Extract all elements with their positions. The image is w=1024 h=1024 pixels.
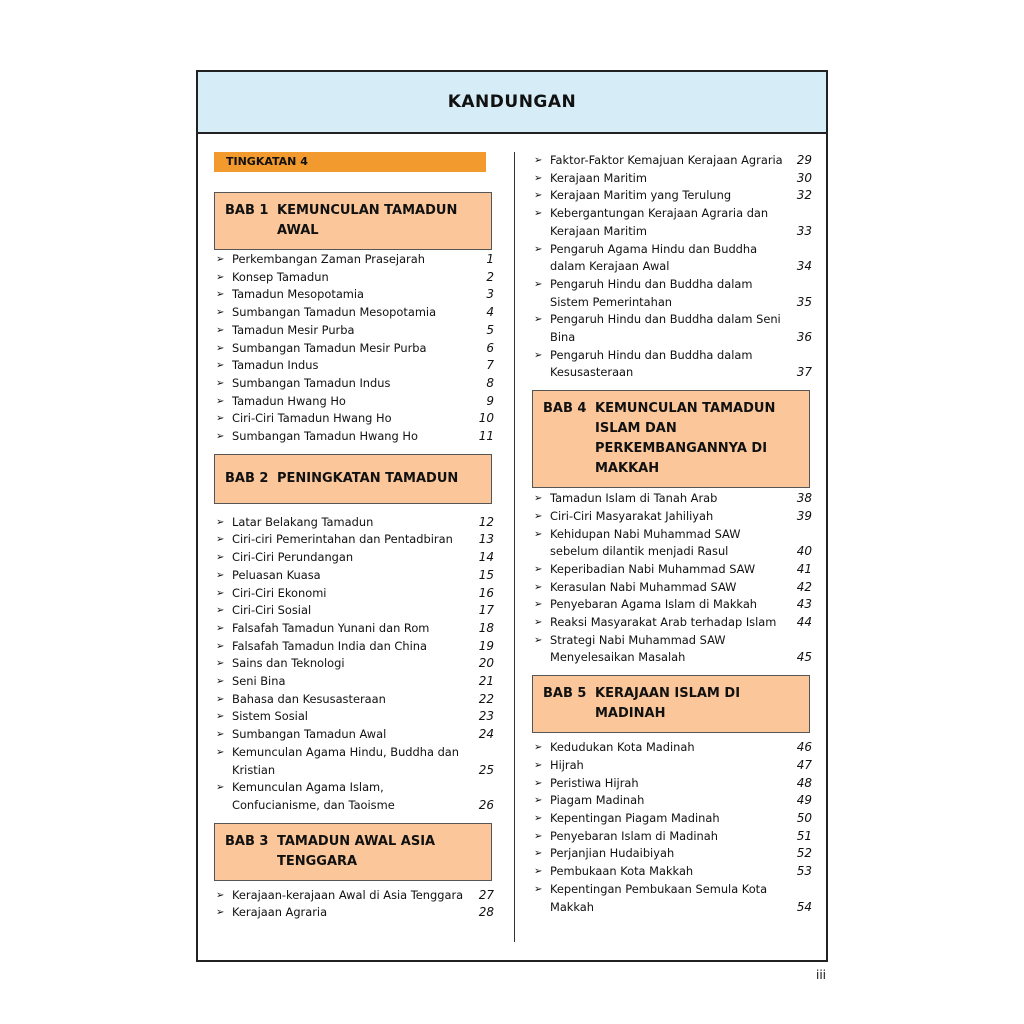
toc-entry-page: 48 [796, 775, 812, 790]
toc-entry-title: Falsafah Tamadun Yunani dan Rom [232, 620, 430, 635]
toc-entry [214, 322, 496, 340]
toc-entry-title: Sumbangan Tamadun Awal [232, 727, 387, 742]
toc-entry [214, 708, 496, 726]
toc-entry-page: 4 [486, 305, 494, 320]
toc-entry-title: Pengaruh Hindu dan Buddha dalam Seni Bina [550, 312, 781, 345]
toc-entry-page: 20 [478, 656, 494, 671]
toc-entry-title: Tamadun Islam di Tanah Arab [550, 491, 718, 506]
toc-entry-title: Pengaruh Hindu dan Buddha dalam Kesusasteraan [550, 347, 753, 380]
toc-entry-title: Sumbangan Tamadun Indus [232, 375, 391, 390]
bab2-heading [214, 454, 492, 504]
toc-entry [532, 596, 814, 614]
toc-entry-title: Strategi Nabi Muhammad SAW Menyelesaikan Masalah [550, 632, 726, 665]
toc-entry-page: 43 [796, 597, 812, 612]
bullet-arrow-icon: ➢ [534, 581, 543, 593]
bab3-title-line1: TAMADUN AWAL ASIA [277, 833, 436, 849]
bullet-arrow-icon: ➢ [534, 243, 543, 255]
toc-entry [214, 393, 496, 411]
bullet-arrow-icon: ➢ [216, 324, 225, 336]
toc-entry [532, 276, 814, 311]
toc-entry-title: Kemunculan Agama Hindu, Buddha dan Kristian [232, 744, 459, 777]
bab1-list [214, 251, 496, 446]
bab3-list-left [214, 887, 496, 922]
toc-entry-title: Ciri-Ciri Ekonomi [232, 585, 327, 600]
toc-entry-title: Bahasa dan Kesusasteraan [232, 691, 386, 706]
toc-entry-page: 40 [796, 544, 812, 559]
toc-entry-title: Sumbangan Tamadun Mesopotamia [232, 305, 437, 320]
toc-entry [532, 810, 814, 828]
toc-entry-page: 27 [478, 887, 494, 902]
toc-entry-title: Tamadun Mesir Purba [232, 322, 355, 337]
toc-entry [214, 585, 496, 603]
bullet-arrow-icon: ➢ [216, 534, 225, 546]
toc-entry [532, 170, 814, 188]
bullet-arrow-icon: ➢ [216, 889, 225, 901]
page-title: KANDUNGAN [447, 92, 577, 112]
toc-entry-page: 49 [796, 793, 812, 808]
toc-entry [214, 286, 496, 304]
tingkatan-label: TINGKATAN 4 [214, 152, 486, 172]
toc-entry-title: Kedudukan Kota Madinah [550, 740, 695, 755]
bullet-arrow-icon: ➢ [216, 271, 225, 283]
toc-entry-title: Falsafah Tamadun India dan China [232, 638, 427, 653]
toc-entry-page: 45 [796, 650, 812, 665]
toc-entry-page: 35 [796, 294, 812, 309]
bullet-arrow-icon: ➢ [534, 883, 543, 895]
toc-entry-title: Latar Belakang Tamadun [232, 514, 374, 529]
bullet-arrow-icon: ➢ [216, 658, 225, 670]
bullet-arrow-icon: ➢ [216, 360, 225, 372]
toc-entry-title: Seni Bina [232, 674, 286, 689]
bullet-arrow-icon: ➢ [216, 640, 225, 652]
bab1-heading [214, 192, 492, 250]
toc-entry [532, 347, 814, 382]
toc-entry-title: Ciri-Ciri Perundangan [232, 550, 354, 565]
toc-entry [214, 779, 496, 814]
toc-entry [214, 602, 496, 620]
toc-entry-page: 52 [796, 846, 812, 861]
toc-entry-title: Ciri-ciri Pemerintahan dan Pentadbiran [232, 532, 453, 547]
toc-entry [214, 428, 496, 446]
toc-entry [532, 561, 814, 579]
toc-entry-page: 53 [796, 864, 812, 879]
toc-entry-page: 37 [796, 365, 812, 380]
toc-entry-page: 34 [796, 259, 812, 274]
toc-entry-page: 13 [478, 532, 494, 547]
toc-entry [532, 311, 814, 346]
toc-entry-page: 28 [478, 905, 494, 920]
bab5-heading [532, 675, 810, 733]
toc-entry-title: Kehidupan Nabi Muhammad SAW sebelum dilantik menjadi Rasul [550, 526, 741, 559]
toc-entry [214, 549, 496, 567]
toc-entry-title: Tamadun Mesopotamia [232, 287, 365, 302]
bab3-title-line2: TENGGARA [277, 853, 358, 869]
toc-entry [214, 375, 496, 393]
toc-entry-title: Peluasan Kuasa [232, 567, 321, 582]
toc-entry-title: Pengaruh Hindu dan Buddha dalam Sistem Pemerintahan [550, 276, 753, 309]
toc-entry-title: Keperibadian Nabi Muhammad SAW [550, 561, 756, 576]
toc-entry-page: 5 [486, 322, 494, 337]
bullet-arrow-icon: ➢ [534, 510, 543, 522]
contents-frame [196, 70, 828, 962]
bullet-arrow-icon: ➢ [534, 172, 543, 184]
toc-entry-page: 24 [478, 727, 494, 742]
bullet-arrow-icon: ➢ [216, 569, 225, 581]
toc-entry-title: Kerajaan Maritim yang Terulung [550, 188, 732, 203]
toc-entry [532, 614, 814, 632]
toc-entry-page: 21 [478, 674, 494, 689]
bullet-arrow-icon: ➢ [534, 759, 543, 771]
toc-entry-page: 17 [478, 603, 494, 618]
bullet-arrow-icon: ➢ [216, 342, 225, 354]
toc-entry-page: 29 [796, 153, 812, 167]
bab4-title-line3: PERKEMBANGANNYA DI [595, 441, 768, 457]
left-column [214, 152, 496, 922]
toc-entry-title: Kerajaan Agraria [232, 905, 328, 920]
toc-entry-title: Kebergantungan Kerajaan Agraria dan Kerajaan Maritim [550, 206, 769, 238]
toc-entry-title: Hijrah [550, 757, 584, 772]
bullet-arrow-icon: ➢ [534, 528, 543, 540]
toc-entry [214, 691, 496, 709]
toc-entry-title: Tamadun Indus [232, 358, 319, 373]
bab3-heading [214, 823, 492, 881]
toc-entry-title: Pengaruh Agama Hindu dan Buddha dalam Kerajaan Awal [550, 241, 758, 274]
toc-entry-title: Sumbangan Tamadun Hwang Ho [232, 429, 418, 444]
toc-entry-title: Konsep Tamadun [232, 269, 329, 284]
toc-entry-title: Kerajaan-kerajaan Awal di Asia Tenggara [232, 887, 464, 902]
bullet-arrow-icon: ➢ [216, 307, 225, 319]
toc-entry [214, 887, 496, 905]
toc-entry-title: Ciri-Ciri Sosial [232, 603, 312, 618]
toc-entry-page: 19 [478, 638, 494, 653]
toc-entry [214, 726, 496, 744]
bullet-arrow-icon: ➢ [216, 729, 225, 741]
bab1-title-line1: KEMUNCULAN TAMADUN [277, 203, 458, 218]
bab2-title-line1: PENINGKATAN TAMADUN [277, 470, 459, 486]
page-number: iii [815, 968, 826, 982]
bullet-arrow-icon: ➢ [216, 782, 225, 794]
bullet-arrow-icon: ➢ [534, 830, 543, 842]
toc-entry-page: 10 [478, 411, 494, 426]
title-bar [198, 72, 826, 134]
toc-entry-title: Sistem Sosial [232, 709, 308, 724]
toc-entry-title: Piagam Madinah [550, 793, 645, 808]
bullet-arrow-icon: ➢ [216, 431, 225, 443]
toc-entry [532, 187, 814, 205]
toc-entry [532, 845, 814, 863]
bab4-heading [532, 390, 810, 488]
toc-entry-page: 18 [478, 620, 494, 635]
bab5-number: BAB 5 [543, 686, 587, 702]
toc-entry-title: Tamadun Hwang Ho [232, 393, 346, 408]
toc-entry-page: 30 [796, 170, 812, 185]
toc-entry [532, 241, 814, 276]
bullet-arrow-icon: ➢ [534, 493, 543, 505]
bab5-title-line2: MADINAH [595, 706, 666, 722]
toc-entry-page: 14 [478, 550, 494, 565]
toc-entry [214, 269, 496, 287]
column-divider [514, 152, 515, 942]
bullet-arrow-icon: ➢ [534, 314, 543, 326]
toc-entry-title: Sumbangan Tamadun Mesir Purba [232, 340, 427, 355]
toc-entry-page: 11 [478, 429, 494, 444]
bab2-list [214, 514, 496, 815]
toc-entry-page: 50 [796, 810, 812, 825]
toc-entry-title: Reaksi Masyarakat Arab terhadap Islam [550, 615, 777, 630]
bullet-arrow-icon: ➢ [216, 289, 225, 301]
bullet-arrow-icon: ➢ [534, 848, 543, 860]
bab4-title-line4: MAKKAH [595, 461, 660, 477]
bullet-arrow-icon: ➢ [534, 812, 543, 824]
toc-entry-title: Perkembangan Zaman Prasejarah [232, 252, 425, 266]
toc-entry-page: 32 [796, 188, 812, 203]
bullet-arrow-icon: ➢ [534, 190, 543, 202]
bullet-arrow-icon: ➢ [534, 742, 543, 754]
toc-entry-page: 8 [486, 375, 494, 390]
bullet-arrow-icon: ➢ [216, 693, 225, 705]
bab1-title-line2: AWAL [277, 223, 319, 238]
toc-entry [532, 526, 814, 561]
bullet-arrow-icon: ➢ [216, 676, 225, 688]
bullet-arrow-icon: ➢ [534, 795, 543, 807]
toc-entry [214, 304, 496, 322]
toc-entry [532, 508, 814, 526]
bullet-arrow-icon: ➢ [216, 552, 225, 564]
bullet-arrow-icon: ➢ [216, 377, 225, 389]
bab4-title-line1: KEMUNCULAN TAMADUN [595, 401, 776, 417]
toc-entry [214, 567, 496, 585]
toc-entry-title: Faktor-Faktor Kemajuan Kerajaan Agraria [550, 153, 783, 167]
right-column [532, 152, 814, 916]
toc-entry [532, 863, 814, 881]
bab3-number: BAB 3 [225, 833, 269, 849]
toc-entry-page: 15 [478, 567, 494, 582]
toc-entry [214, 357, 496, 375]
toc-entry [214, 673, 496, 691]
toc-entry [214, 340, 496, 358]
toc-entry-page: 36 [796, 330, 812, 345]
toc-entry-page: 12 [478, 514, 494, 529]
bullet-arrow-icon: ➢ [534, 155, 543, 166]
toc-entry-page: 23 [478, 709, 494, 724]
toc-entry-title: Ciri-Ciri Tamadun Hwang Ho [232, 411, 392, 426]
bullet-arrow-icon: ➢ [534, 208, 543, 220]
toc-entry-page: 22 [478, 691, 494, 706]
bab5-title-line1: KERAJAAN ISLAM DI [595, 686, 741, 702]
toc-entry-title: Penyebaran Agama Islam di Makkah [550, 597, 758, 612]
bullet-arrow-icon: ➢ [534, 634, 543, 646]
toc-entry [532, 152, 814, 170]
bullet-arrow-icon: ➢ [216, 395, 225, 407]
toc-entry [214, 638, 496, 656]
toc-entry-page: 3 [486, 287, 494, 302]
toc-entry-title: Kerajaan Maritim [550, 170, 647, 185]
toc-entry-page: 26 [478, 797, 494, 812]
toc-entry-page: 41 [796, 561, 812, 576]
toc-entry-page: 44 [796, 615, 812, 630]
toc-entry-page: 54 [796, 899, 812, 914]
toc-entry-page: 38 [796, 491, 812, 506]
toc-entry [532, 792, 814, 810]
bab1-number: BAB 1 [225, 203, 269, 218]
toc-entry-title: Peristiwa Hijrah [550, 775, 639, 790]
toc-entry-page: 7 [486, 358, 494, 373]
toc-entry-page: 33 [796, 223, 812, 238]
toc-entry-page: 47 [796, 757, 812, 772]
toc-entry [214, 744, 496, 779]
bab4-number: BAB 4 [543, 401, 587, 417]
bullet-arrow-icon: ➢ [216, 907, 225, 919]
toc-entry-page: 51 [796, 828, 812, 843]
toc-entry-page: 46 [796, 740, 812, 755]
toc-entry [532, 881, 814, 916]
bab4-title-line2: ISLAM DAN [595, 421, 677, 437]
toc-entry-title: Perjanjian Hudaibiyah [550, 846, 675, 861]
toc-entry-page: 9 [486, 393, 494, 408]
toc-entry-title: Kerasulan Nabi Muhammad SAW [550, 579, 737, 594]
toc-entry-title: Penyebaran Islam di Madinah [550, 828, 718, 843]
toc-entry [532, 205, 814, 240]
bullet-arrow-icon: ➢ [216, 254, 225, 265]
bab4-list [532, 490, 814, 667]
toc-entry-page: 39 [796, 508, 812, 523]
toc-entry-page: 16 [478, 585, 494, 600]
toc-entry [532, 739, 814, 757]
bullet-arrow-icon: ➢ [534, 563, 543, 575]
toc-entry [214, 904, 496, 922]
toc-entry-page: 2 [486, 269, 494, 284]
toc-entry-title: Sains dan Teknologi [232, 656, 345, 671]
bullet-arrow-icon: ➢ [216, 746, 225, 758]
toc-entry [532, 632, 814, 667]
bullet-arrow-icon: ➢ [216, 516, 225, 528]
toc-entry [214, 620, 496, 638]
toc-entry [532, 579, 814, 597]
toc-entry-title: Kemunculan Agama Islam, Confucianisme, dan Taoisme [232, 780, 395, 812]
toc-entry [532, 775, 814, 793]
toc-entry [532, 828, 814, 846]
toc-entry-title: Kepentingan Piagam Madinah [550, 810, 720, 825]
bullet-arrow-icon: ➢ [216, 622, 225, 634]
toc-entry [532, 757, 814, 775]
toc-entry-page: 1 [486, 252, 494, 266]
bab3-list-right [532, 152, 814, 382]
bab5-list [532, 739, 814, 916]
toc-entry [214, 531, 496, 549]
toc-entry [214, 410, 496, 428]
toc-entry [214, 251, 496, 269]
bullet-arrow-icon: ➢ [216, 587, 225, 599]
bullet-arrow-icon: ➢ [534, 349, 543, 361]
bullet-arrow-icon: ➢ [534, 777, 543, 789]
bullet-arrow-icon: ➢ [534, 866, 543, 878]
toc-entry-title: Ciri-Ciri Masyarakat Jahiliyah [550, 508, 714, 523]
toc-entry [214, 655, 496, 673]
bullet-arrow-icon: ➢ [216, 605, 225, 617]
bullet-arrow-icon: ➢ [534, 599, 543, 611]
toc-entry [214, 514, 496, 532]
bullet-arrow-icon: ➢ [534, 617, 543, 629]
toc-entry-title: Kepentingan Pembukaan Semula Kota Makkah [550, 881, 768, 914]
bab2-number: BAB 2 [225, 470, 269, 486]
toc-entry-title: Pembukaan Kota Makkah [550, 864, 694, 879]
bullet-arrow-icon: ➢ [534, 278, 543, 290]
toc-entry-page: 6 [486, 340, 494, 355]
bullet-arrow-icon: ➢ [216, 711, 225, 723]
bullet-arrow-icon: ➢ [216, 413, 225, 425]
toc-entry-page: 25 [478, 762, 494, 777]
toc-entry [532, 490, 814, 508]
toc-entry-page: 42 [796, 579, 812, 594]
